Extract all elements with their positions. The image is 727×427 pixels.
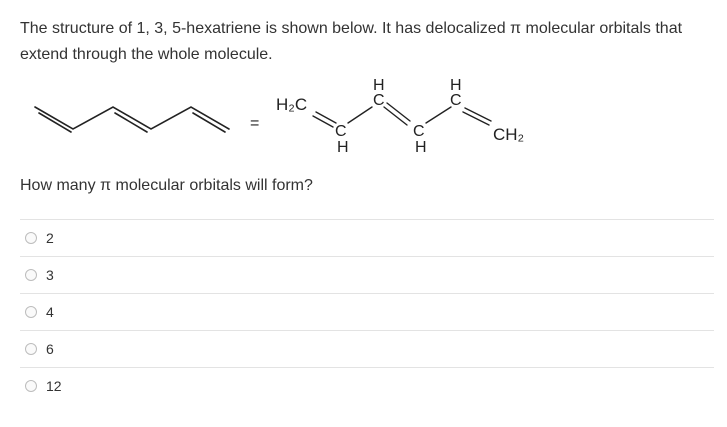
radio-button[interactable] [25, 380, 37, 392]
question-prompt: How many π molecular orbitals will form? [20, 177, 313, 194]
option-label: 2 [46, 230, 54, 246]
option-label: 3 [46, 267, 54, 283]
option-3[interactable] [20, 256, 714, 293]
hexatriene-structure [0, 72, 727, 172]
answer-options [20, 219, 714, 404]
h2c-group-label: H₂C [276, 95, 308, 114]
radio-button[interactable] [25, 306, 37, 318]
carbon-4-label: C [413, 123, 425, 140]
option-2[interactable] [20, 219, 714, 256]
carbon-5-label: C [450, 92, 462, 109]
radio-button[interactable] [25, 269, 37, 281]
option-12[interactable] [20, 367, 714, 404]
option-label: 12 [46, 378, 62, 394]
radio-button[interactable] [25, 343, 37, 355]
option-4[interactable] [20, 293, 714, 330]
option-label: 6 [46, 341, 54, 357]
ch2-group-label: CH₂ [493, 125, 525, 144]
option-6[interactable] [20, 330, 714, 367]
carbon-3-label: C [373, 92, 385, 109]
hydrogen-5-label: H [450, 77, 462, 94]
hydrogen-2-label: H [337, 139, 349, 156]
option-label: 4 [46, 304, 54, 320]
hydrogen-4-label: H [415, 139, 427, 156]
hydrogen-3-label: H [373, 77, 385, 94]
radio-button[interactable] [25, 232, 37, 244]
equals-sign: = [250, 115, 260, 132]
skeletal-formula [35, 107, 229, 132]
carbon-2-label: C [335, 123, 347, 140]
question-text: The structure of 1, 3, 5-hexatriene is shown below. It has delocalized π molecular orbitals that extend through the whole molecule. [20, 20, 683, 63]
structure-drawing [0, 72, 727, 172]
